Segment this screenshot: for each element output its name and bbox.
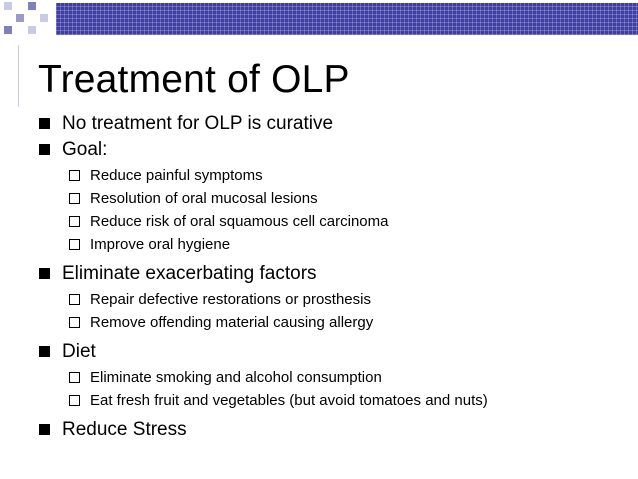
hollow-square-bullet-icon [69,317,80,328]
header-banner [0,0,638,36]
sub-list-item [38,389,628,412]
sub-list-item-text: Reduce risk of oral squamous cell carcinoma [90,213,389,230]
list-item-text: No treatment for OLP is curative [62,113,334,134]
bullet-list [38,112,628,442]
list-item-text: Goal: [62,139,108,160]
sub-list-item-text: Resolution of oral mucosal lesions [90,190,318,207]
list-item [38,262,628,286]
hollow-square-bullet-icon [69,239,80,250]
banner-bar [56,3,638,35]
square-bullet-icon [39,268,50,279]
sub-list-item-text: Improve oral hygiene [90,236,231,253]
sub-list-item [38,187,628,210]
list-item-text: Eliminate exacerbating factors [62,263,317,284]
sub-list-item [38,233,628,256]
hollow-square-bullet-icon [69,395,80,406]
sub-list-item [38,288,628,311]
list-item [38,418,628,442]
hollow-square-bullet-icon [69,372,80,383]
hollow-square-bullet-icon [69,294,80,305]
list-item-text: Reduce Stress [62,419,187,440]
decorative-squares [0,0,60,40]
square-bullet-icon [39,144,50,155]
hollow-square-bullet-icon [69,193,80,204]
sub-list-item [38,311,628,334]
slide-title: Treatment of OLP [38,58,350,101]
square-bullet-icon [39,424,50,435]
square-bullet-icon [39,118,50,129]
sub-list-item-text: Reduce painful symptoms [90,167,263,184]
sub-list-item [38,366,628,389]
sub-list-item [38,210,628,233]
list-item-text: Diet [62,341,96,362]
hollow-square-bullet-icon [69,170,80,181]
sub-list-item-text: Eliminate smoking and alcohol consumption [90,369,382,386]
list-item [38,340,628,364]
sub-list-item-text: Repair defective restorations or prosthesis [90,291,371,308]
sub-list-item-text: Eat fresh fruit and vegetables (but avoid tomatoes and nuts) [90,392,488,409]
square-bullet-icon [39,346,50,357]
list-item [38,138,628,162]
hollow-square-bullet-icon [69,216,80,227]
list-item [38,112,628,136]
sub-list-item [38,164,628,187]
divider-line [18,45,19,107]
sub-list-item-text: Remove offending material causing allergy [90,314,374,331]
